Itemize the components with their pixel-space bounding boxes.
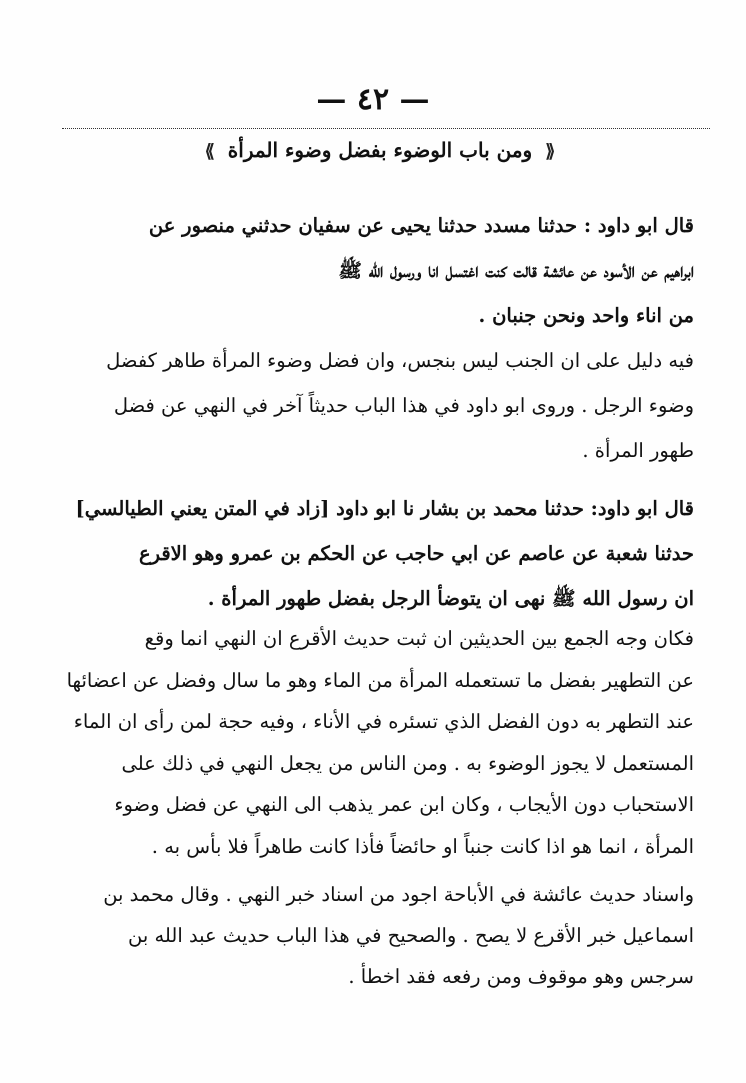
text-line: واسناد حديث عائشة في الأباحة اجود من اسناد خبر النهي . وقال محمد بن: [103, 883, 694, 906]
text-line: عن التطهير بفضل ما تستعمله المرأة من الماء وهو ما سال وفضل عن اعضائها: [66, 668, 694, 692]
chapter-heading: [120, 138, 640, 162]
text-line: المستعمل لا يجوز الوضوء به . ومن الناس من يجعل النهي في ذلك على: [121, 751, 694, 775]
page-number: — ٤٢ —: [316, 82, 430, 117]
paragraph-hadith-aqra: [54, 486, 694, 621]
text-line: اسماعيل خبر الأقرع لا يصح . والصحيح في هذا الباب حديث عبد الله بن: [128, 924, 694, 947]
text-line: وضوء الرجل . وروى ابو داود في هذا الباب حديثاً آخر في النهي عن فضل: [113, 394, 694, 417]
text-line: من اناء واحد ونحن جنبان .: [478, 304, 694, 327]
text-line: قال ابو داود: حدثنا محمد بن بشار نا ابو داود [زاد في المتن يعني الطيالسي]: [75, 497, 694, 520]
paragraph-hadith-aisha: [54, 203, 694, 338]
ornament-left-icon: ⟫: [204, 141, 215, 162]
text-line: طهور المرأة .: [582, 439, 694, 462]
text-line: فيه دليل على ان الجنب ليس بنجس، وان فضل وضوء المرأة طاهر كفضل: [106, 349, 694, 372]
text-line: فكان وجه الجمع بين الحديثين ان ثبت حديث الأقرع ان النهي انما وقع: [144, 627, 694, 650]
text-line: سرجس وهو موقوف ومن رفعه فقد اخطأ .: [348, 965, 694, 988]
text-line: المرأة ، انما هو اذا كانت جنباً او حائضاً فأذا كانت طاهراً فلا بأس به .: [151, 834, 694, 858]
text-line: الاستحباب دون الأيجاب ، وكان ابن عمر يذهب الى النهي عن فضل وضوء: [114, 793, 694, 816]
ornament-right-icon: ⟪: [545, 141, 556, 162]
paragraph-commentary-1: [54, 338, 694, 473]
chapter-title: ومن باب الوضوء بفضل وضوء المرأة: [227, 138, 533, 162]
text-line: قال ابو داود : حدثنا مسدد حدثنا يحيى عن سفيان حدثني منصور عن: [148, 214, 694, 237]
text-line: ابراهيم عن الأسود عن عائشة قالت كنت اغتسل انا ورسول الله ﷺ: [338, 259, 694, 282]
text-line: ان رسول الله ﷺ نهى ان يتوضأ الرجل بفضل طهور المرأة .: [207, 587, 694, 610]
paragraph-commentary-3: [54, 874, 694, 997]
text-line: حدثنا شعبة عن عاصم عن ابي حاجب عن الحكم بن عمرو وهو الاقرع: [138, 542, 694, 565]
text-line: عند التطهر به دون الفضل الذي تسئره في الأناء ، وفيه حجة لمن رأى ان الماء: [73, 710, 694, 733]
paragraph-commentary-2: [54, 618, 694, 867]
header-rule: [62, 128, 710, 129]
